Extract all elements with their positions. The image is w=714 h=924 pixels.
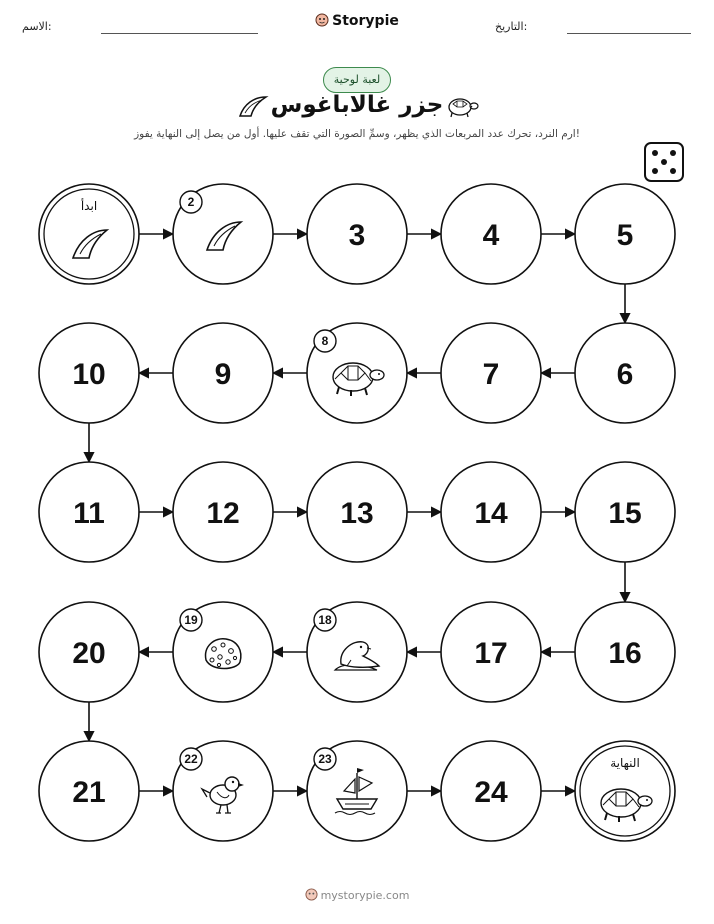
footer	[0, 888, 714, 902]
board-cell	[307, 741, 407, 841]
cell-number: 17	[474, 637, 508, 670]
board-cell	[441, 462, 541, 562]
board-cell	[307, 462, 407, 562]
page-title: جزر غالاباغوس	[270, 92, 444, 118]
board-cell	[39, 462, 139, 562]
board-cell	[39, 741, 139, 841]
cell-number: 20	[72, 637, 106, 670]
board-cell	[39, 602, 139, 702]
cell-number: 2	[187, 195, 195, 209]
board-cell	[173, 184, 273, 284]
cell-number: 19	[184, 613, 198, 627]
board-cell	[575, 323, 675, 423]
name-label: الاسم:	[22, 20, 52, 33]
start-cell	[39, 184, 139, 284]
cell-number: 21	[72, 776, 106, 809]
board-cell	[307, 184, 407, 284]
cell-number: 23	[318, 752, 332, 766]
footer-url: mystorypie.com	[320, 889, 410, 902]
board-cell	[575, 602, 675, 702]
board-cell	[575, 462, 675, 562]
cell-number: 13	[340, 497, 374, 530]
cell-number: 22	[184, 752, 198, 766]
date-label: التاريخ:	[495, 20, 528, 33]
board-cell	[173, 741, 273, 841]
board-cell	[39, 323, 139, 423]
cell-number: 18	[318, 613, 332, 627]
lava-rock-icon	[206, 639, 241, 669]
cell-number: 15	[608, 497, 642, 530]
board-cell	[441, 323, 541, 423]
instructions: ارم النرد، تحرك عدد المربعات الذي يظهر، وسمِّ الصورة التي تقف عليها. أول من يصل إلى النهاية يفوز!	[134, 128, 580, 140]
cell-number: 11	[73, 497, 105, 530]
cell-number: 9	[214, 358, 232, 391]
start-cell-label: ابدأ	[80, 199, 98, 213]
cell-number: 5	[616, 219, 634, 252]
cell-number: 6	[616, 358, 634, 391]
cell-number: 3	[348, 219, 366, 252]
board-cell	[307, 323, 407, 423]
board-cell	[307, 602, 407, 702]
cell-number: 24	[474, 776, 508, 809]
finish-cell-label: النهاية	[610, 756, 640, 770]
cell-number: 14	[474, 497, 508, 530]
cell-number: 16	[608, 637, 642, 670]
board-cell	[441, 602, 541, 702]
board-cell	[173, 462, 273, 562]
board-cell	[173, 602, 273, 702]
cell-number: 8	[321, 334, 329, 348]
cell-number: 10	[72, 358, 106, 391]
board-cell	[575, 184, 675, 284]
cell-number: 4	[482, 219, 500, 252]
board-cell	[173, 323, 273, 423]
cell-number: 12	[206, 497, 240, 530]
finish-cell	[575, 741, 675, 841]
board-cell	[441, 741, 541, 841]
game-type-badge: لعبة لوحية	[323, 67, 391, 93]
brand-name: Storypie	[332, 13, 399, 29]
storypie-logo-icon	[305, 888, 318, 901]
board-cell	[441, 184, 541, 284]
cell-number: 7	[482, 358, 500, 391]
